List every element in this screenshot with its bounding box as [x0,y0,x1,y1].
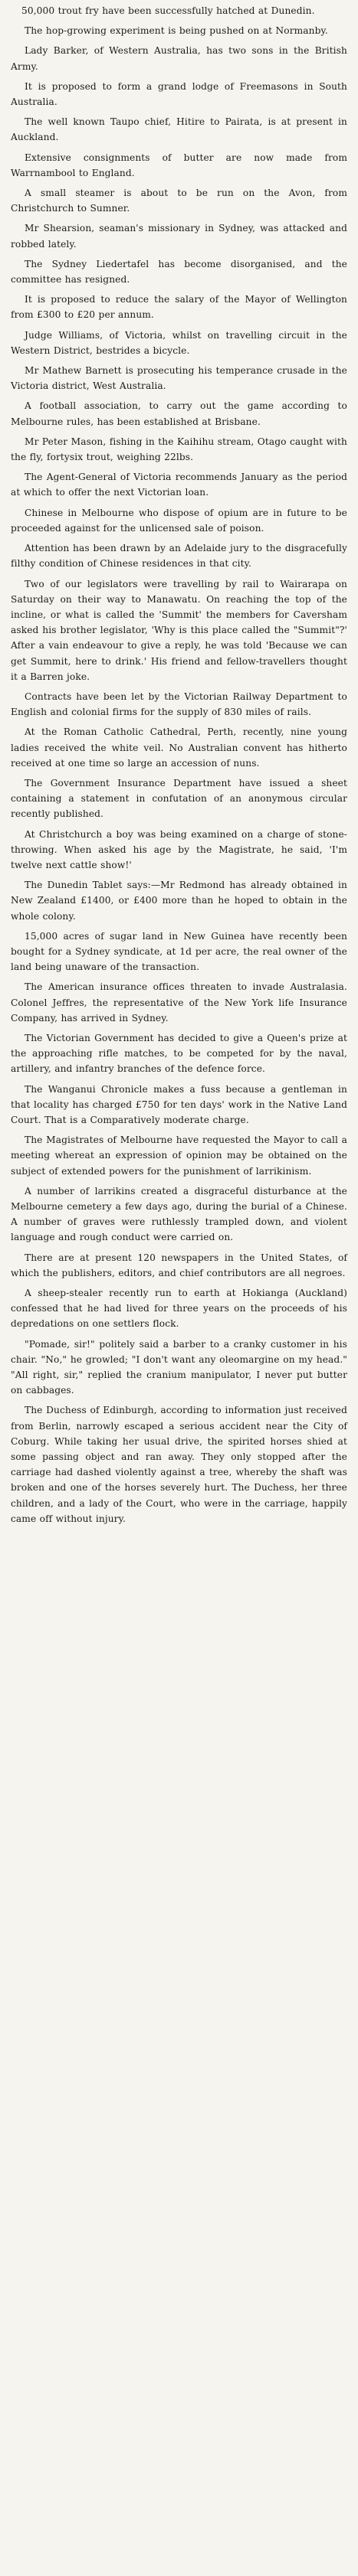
news-paragraph-21: The Government Insurance Department have issued a sheet containing a statement in confutation of an anonymous circular recently published. [11,777,347,820]
news-paragraph-17: Attention has been drawn by an Adelaide jury to the disgracefully filthy condition of Chinese residences in that city. [11,543,347,570]
news-paragraph-31: A sheep-stealer recently run to earth at Hokianga (Auckland) confessed that he had lived for three years on the proceeds of his depredations on one settlers flock. [11,1288,347,1330]
news-paragraph-14: Mr Peter Mason, fishing in the Kaihihu stream, Otago caught with the fly, fortysix trout, weighing 22lbs. [11,436,347,463]
news-paragraph-16: Chinese in Melbourne who dispose of opium are in future to be proceeded against for the unlicensed sale of poison. [11,507,347,534]
news-paragraph-8: Mr Shearsion, seaman's missionary in Sydney, was attacked and robbed lately. [11,223,347,250]
news-paragraph-9: The Sydney Liedertafel has become disorganised, and the committee has resigned. [11,258,347,286]
news-paragraph-28: The Magistrates of Melbourne have requested the Mayor to call a meeting whereat an expression of opinion may be obtained on the subject of extended powers for the punishment of larrikinism. [11,1135,347,1177]
news-paragraph-25: The American insurance offices threaten to invade Australasia. Colonel Jeffres, the representative of the New York life Insurance Company, has arrived in Sydney. [11,981,347,1024]
news-paragraph-13: A football association, to carry out the game according to Melbourne rules, has been established at Brisbane. [11,400,347,427]
news-paragraph-33: The Duchess of Edinburgh, according to information just received from Berlin, narrowly escaped a serious accident near the City of Coburg. While taking her usual drive, the spirited horses shied at some passing object and ran away. They only stopped after the carriage had dashed violently against a tree, whereby the shaft was broken and one of the horses severely hurt. The Duchess, her three children, and a lady of the Court, who were in the carriage, happily came off without injury. [11,1405,347,1524]
news-paragraph-23: The Dunedin Tablet says:—Mr Redmond has already obtained in New Zealand £1400, or £400 more than he hoped to obtain in the whole colony. [11,880,347,922]
news-paragraph-3: Lady Barker, of Western Australia, has two sons in the British Army. [11,45,347,72]
news-paragraph-10: It is proposed to reduce the salary of the Mayor of Wellington from £300 to £20 per annum. [11,294,347,321]
news-paragraph-27: The Wanganui Chronicle makes a fuss because a gentleman in that locality has charged £750 for ten days' work in the Native Land Court. That is a Comparatively moderate charge. [11,1083,347,1125]
news-paragraph-22: At Christchurch a boy was being examined on a charge of stone-throwing. When asked his age by the Magistrate, he said, 'I'm twelve next cattle show!' [11,828,347,870]
news-paragraph-18: Two of our legislators were travelling by rail to Wairarapa on Saturday on their way to Manawatu. On reaching the top of the incline, or what is called the 'Summit' the members for Caversham asked his brother legislator, 'Why is this place called the "Summit"?' After a vain endeavour to give a reply, he was told 'Because we can get Summit, here to drink.' His friend and fellow-travellers thought it a Barren joke. [11,578,347,682]
news-paragraph-29: A number of larrikins created a disgraceful disturbance at the Melbourne cemetery a few days ago, during the burial of a Chinese. A number of graves were ruthlessly trampled down, and violent language and rough conduct were carried on. [11,1185,347,1243]
news-paragraph-2: The hop-growing experiment is being pushed on at Normanby. [25,25,328,37]
news-paragraph-32: "Pomade, sir!" politely said a barber to a cranky customer in his chair. "No," he growled; "I don't want any oleomargine on my head." "All right, sir," replied the cranium manipulator, I never put butter on cabbages. [11,1338,347,1396]
news-paragraph-26: The Victorian Government has decided to give a Queen's prize at the approaching rifle matches, to be competed for by the naval, artillery, and infantry branches of the defence force. [11,1032,347,1075]
news-paragraph-1: 50,000 trout fry have been successfully hatched at Dunedin. [21,5,315,16]
news-paragraph-19: Contracts have been let by the Victorian Railway Department to English and colonial firms for the supply of 830 miles of rails. [11,691,347,718]
news-paragraph-4: It is proposed to form a grand lodge of Freemasons in South Australia. [11,80,347,108]
news-paragraph-11: Judge Williams, of Victoria, whilst on travelling circuit in the Western District, bestrides a bicycle. [11,329,347,356]
news-paragraph-5: The well known Taupo chief, Hitire to Pairata, is at present in Auckland. [11,116,347,143]
news-paragraph-7: A small steamer is about to be run on the Avon, from Christchurch to Sumner. [11,188,347,214]
news-paragraph-20: At the Roman Catholic Cathedral, Perth, recently, nine young ladies received the white veil. No Australian convent has hitherto received at one time so large an accession of nuns. [11,726,347,769]
news-paragraph-24: 15,000 acres of sugar land in New Guinea have recently been bought for a Sydney syndicate, at 1d per acre, the real owner of the land being unaware of the transaction. [11,930,347,973]
news-paragraph-6: Extensive consignments of butter are now made from Warrnambool to England. [11,152,347,178]
news-paragraph-30: There are at present 120 newspapers in the United States, of which the publishers, editors, and chief contributors are all negroes. [11,1252,347,1278]
news-paragraph-15: The Agent-General of Victoria recommends January as the period at which to offer the next Victorian loan. [11,472,347,498]
news-paragraph-12: Mr Mathew Barnett is prosecuting his temperance crusade in the Victoria district, West Australia. [11,365,347,392]
